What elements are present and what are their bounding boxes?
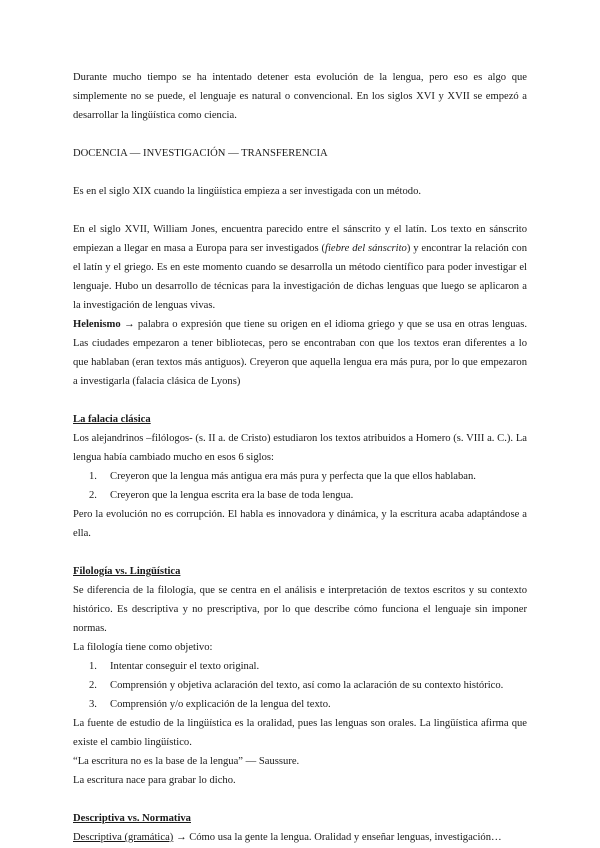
list-text: Creyeron que la lengua más antigua era más pura y perfecta que la que ellos hablaban. (110, 471, 476, 482)
descriptiva-definition: → Cómo usa la gente la lengua. Oralidad y enseñar lenguas, investigación… (173, 832, 502, 843)
siglo-xix-paragraph: Es en el siglo XIX cuando la lingüística empieza a ser investigada con un método. (73, 186, 422, 197)
descriptiva-term: Descriptiva (gramática) (73, 832, 174, 843)
filologia-objetivo: La filología tiene como objetivo: (73, 642, 213, 653)
helenismo-definition: → palabra o expresión que tiene su origen en el idioma griego y que se usa en otras lenguas. Las ciudades empezaron a tener bibliotecas, pero se encontraban con que los textos eran diferentes a lo que hablaban (eran textos más antiguos). Creyeron que aquella lengua era más pura, por lo que empezaron a investigarla (falacia clásica de Lyons) (73, 319, 527, 387)
filologia-heading: Filología vs. Lingüística (73, 566, 181, 577)
escritura-nace: La escritura nace para grabar lo dicho. (73, 775, 236, 786)
list-number: 3. (89, 699, 97, 710)
list-number: 1. (89, 661, 97, 672)
list-number: 1. (89, 471, 97, 482)
list-number: 2. (89, 680, 97, 691)
list-item (73, 695, 527, 714)
falacia-outro: Pero la evolución no es corrupción. El habla es innovadora y dinámica, y la escritura acaba adaptándose a ella. (73, 509, 527, 539)
motto-line: DOCENCIA — INVESTIGACIÓN — TRANSFERENCIA (73, 148, 328, 159)
filologia-intro: Se diferencia de la filología, que se centra en el análisis e interpretación de textos escritos y su contexto histórico. Es descriptiva y no prescriptiva, por lo que describe cómo funciona el lenguaje sin imponer normas. (73, 585, 527, 634)
helenismo-term: Helenismo (73, 319, 121, 330)
list-item (73, 657, 527, 676)
descriptiva-paragraph (73, 828, 527, 847)
falacia-intro: Los alejandrinos –filólogos- (s. II a. de Cristo) estudiaron los textos atribuidos a Homero (s. VIII a. C.). La lengua había cambiado mucho en esos 6 siglos: (73, 433, 527, 463)
list-item (73, 467, 527, 486)
falacia-heading: La falacia clásica (73, 414, 151, 425)
intro-paragraph: Durante mucho tiempo se ha intentado detener esta evolución de la lengua, pero eso es algo que simplemente no se puede, el lenguaje es natural o convencional. En los siglos XVI y XVII se empezó a desarrollar la lingüística como ciencia. (73, 72, 527, 121)
document-body (73, 68, 527, 847)
falacia-list (73, 467, 527, 505)
filologia-list (73, 657, 527, 714)
list-text: Comprensión y objetiva aclaración del texto, así como la aclaración de su contexto histórico. (110, 680, 504, 691)
list-text: Comprensión y/o explicación de la lengua del texto. (110, 699, 331, 710)
saussure-quote: “La escritura no es la base de la lengua” — Saussure. (73, 756, 300, 767)
helenismo-paragraph (73, 315, 527, 391)
fiebre-sanscrito-emphasis: fiebre del sánscrito (325, 243, 407, 254)
jones-text-a: En el siglo XVII, William Jones, encuentra parecido entre el sánscrito y el latín. Los texto en sánscrito empiezan a llegar en masa a Europa para ser investigados ( (73, 224, 527, 254)
descriptiva-heading: Descriptiva vs. Normativa (73, 813, 191, 824)
list-text: Intentar conseguir el texto original. (110, 661, 260, 672)
filologia-fuente: La fuente de estudio de la lingüística es la oralidad, pues las lenguas son orales. La lingüística afirma que existe el cambio lingüístico. (73, 718, 527, 748)
jones-text-b: ) y encontrar la relación con el latín y el griego. Es en este momento cuando se desarrolla un método científico para poder investigar el lenguaje. Hubo un desarrollo de técnicas para la investigación de dichas lenguas que luego se aplicaron a la investigación de lenguas vivas. (73, 243, 527, 311)
list-item (73, 486, 527, 505)
list-item (73, 676, 527, 695)
jones-paragraph (73, 220, 527, 315)
list-number: 2. (89, 490, 97, 501)
list-text: Creyeron que la lengua escrita era la base de toda lengua. (110, 490, 354, 501)
